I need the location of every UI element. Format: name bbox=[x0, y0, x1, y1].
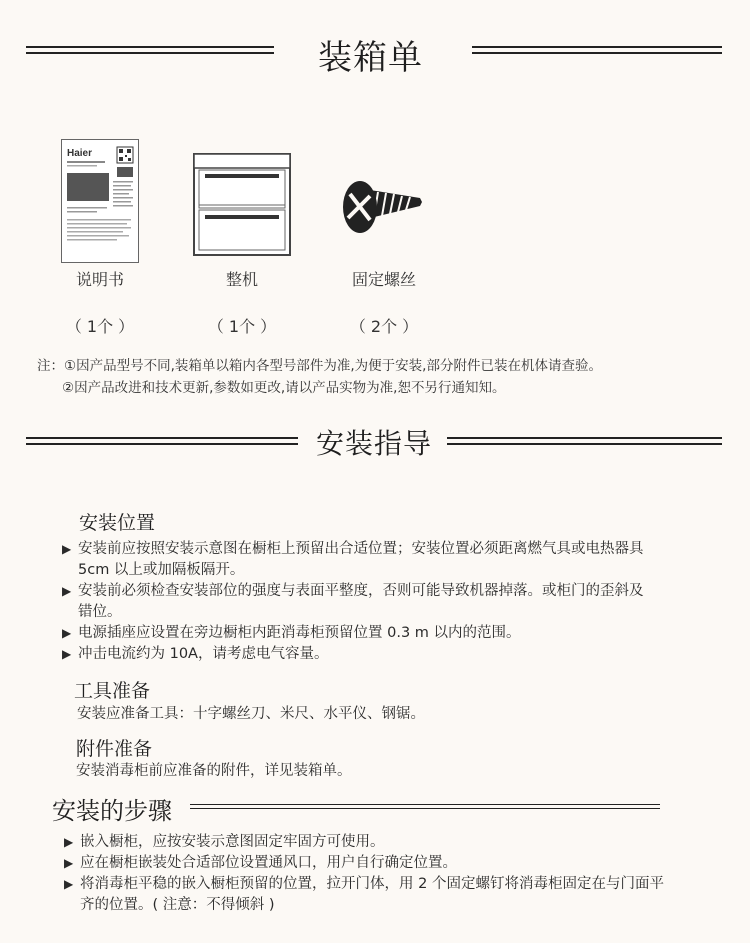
step-bullet-3: 将消毒柜平稳的嵌入橱柜预留的位置，拉开门体，用 2 个固定螺钉将消毒柜固定在与门面平齐的位置。( 注意：不得倾斜 ) bbox=[80, 876, 664, 913]
position-bullet-2: 安装前必须检查安装部位的强度与表面平整度，否则可能导致机器掉落。或柜门的歪斜及错位。 bbox=[78, 583, 644, 620]
note-1: 注：①因产品型号不同,装箱单以箱内各型号部件为准,为便于安装,部分附件已装在机体请查验。 bbox=[37, 358, 602, 374]
accessories-heading: 附件准备 bbox=[76, 738, 153, 760]
list-item: ▶ 安装前必须检查安装部位的强度与表面平整度，否则可能导致机器掉落。或柜门的歪斜及错位。 bbox=[62, 581, 654, 623]
step-bullet-1: 嵌入橱柜，应按安装示意图固定牢固方可使用。 bbox=[80, 834, 385, 850]
item-qty-manual: （ 1个 ） bbox=[65, 317, 135, 336]
list-item: ▶ 电源插座应设置在旁边橱柜内距消毒柜预留位置 0.3 m 以内的范围。 bbox=[62, 623, 654, 644]
position-bullet-4: 冲击电流约为 10A，请考虑电气容量。 bbox=[78, 646, 329, 662]
install-guide-title: 安装指导 bbox=[316, 427, 433, 460]
list-item: ▶ 冲击电流约为 10A，请考虑电气容量。 bbox=[62, 644, 654, 665]
step-bullet-2: 应在橱柜嵌装处合适部位设置通风口，用户自行确定位置。 bbox=[80, 855, 457, 871]
list-item: ▶ 将消毒柜平稳的嵌入橱柜预留的位置，拉开门体，用 2 个固定螺钉将消毒柜固定在与门面平齐的位置。( 注意：不得倾斜 ) bbox=[64, 874, 664, 916]
item-label-unit: 整机 bbox=[225, 270, 258, 289]
item-label-manual: 说明书 bbox=[75, 270, 124, 289]
note-2: ②因产品改进和技术更新,参数如更改,请以产品实物为准,恕不另行通知知。 bbox=[62, 380, 506, 396]
position-bullet-3: 电源插座应设置在旁边橱柜内距消毒柜预留位置 0.3 m 以内的范围。 bbox=[78, 625, 521, 641]
screw-icon bbox=[340, 178, 424, 236]
manual-brand-logo: Haier bbox=[67, 148, 93, 159]
position-heading: 安装位置 bbox=[79, 512, 156, 534]
position-bullet-1: 安装前应按照安装示意图在橱柜上预留出合适位置；安装位置必须距离燃气具或电热器具 5cm 以上或加隔板隔开。 bbox=[78, 541, 644, 578]
cabinet-unit-icon bbox=[193, 153, 291, 256]
packing-list-title: 装箱单 bbox=[318, 38, 423, 78]
title-rule-right bbox=[472, 46, 722, 54]
manual-booklet-icon bbox=[61, 139, 139, 263]
steps-rule bbox=[190, 804, 660, 809]
list-item: ▶ 安装前应按照安装示意图在橱柜上预留出合适位置；安装位置必须距离燃气具或电热器具 5cm 以上或加隔板隔开。 bbox=[62, 539, 654, 581]
steps-bullets bbox=[64, 832, 664, 916]
list-item: ▶ 应在橱柜嵌装处合适部位设置通风口，用户自行确定位置。 bbox=[64, 853, 664, 874]
install-rule-left bbox=[26, 437, 298, 445]
steps-title: 安装的步骤 bbox=[52, 797, 172, 825]
tools-text: 安装应准备工具：十字螺丝刀、米尺、水平仪、钢锯。 bbox=[77, 706, 425, 722]
list-item: ▶ 嵌入橱柜，应按安装示意图固定牢固方可使用。 bbox=[64, 832, 664, 853]
position-bullets bbox=[62, 539, 654, 665]
title-rule-left bbox=[26, 46, 274, 54]
install-rule-right bbox=[447, 437, 722, 445]
item-qty-screw: （ 2个 ） bbox=[349, 317, 419, 336]
item-label-screw: 固定螺丝 bbox=[351, 270, 416, 289]
item-qty-unit: （ 1个 ） bbox=[207, 317, 277, 336]
tools-heading: 工具准备 bbox=[74, 680, 151, 702]
accessories-text: 安装消毒柜前应准备的附件，详见装箱单。 bbox=[76, 763, 352, 779]
